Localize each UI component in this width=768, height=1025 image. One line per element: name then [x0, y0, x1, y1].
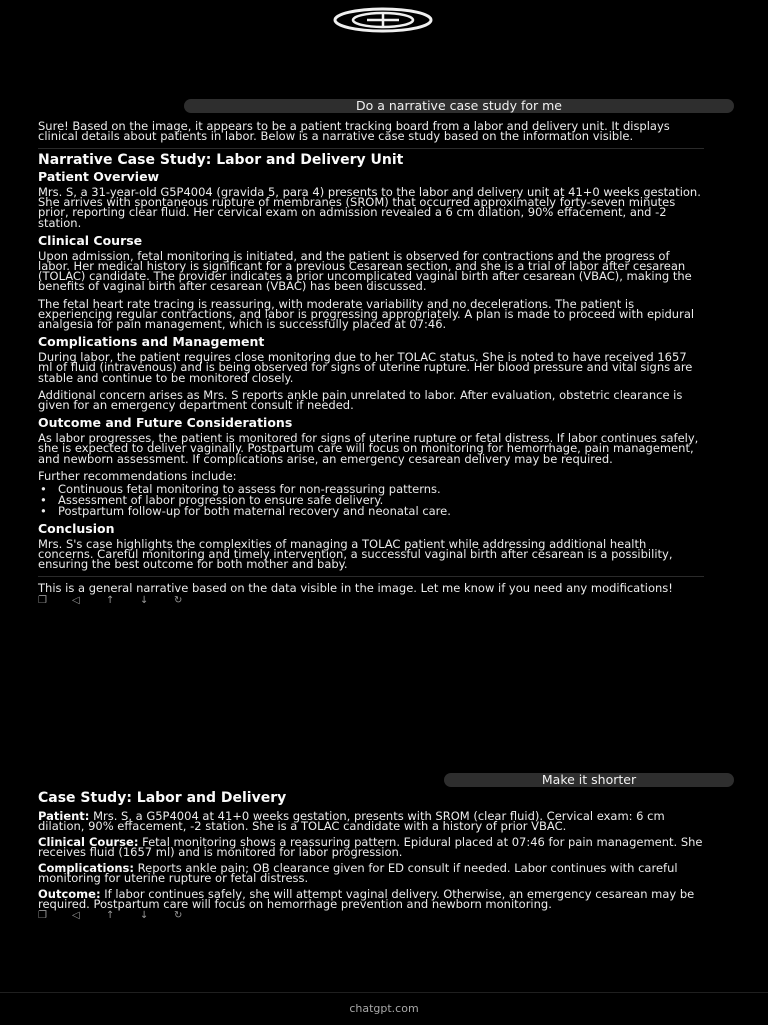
- section-paragraph: The fetal heart rate tracing is reassuring, with moderate variability and no decelerations. The patient is experiencing regular contractions, and labor is progressing appropriately. A plan is made to proceed with epidural analgesia for pain management, which is successfully placed at 07:46.: [38, 296, 695, 331]
- section-text: Mrs. S, a G5P4004 at 41+0 weeks gestation, presents with SROM (clear fluid). Cervical exam: 6 cm dilation, 90% effacement, -2 station. She is a TOLAC candidate with a history of prior VBAC.: [38, 808, 665, 833]
- copy-icon[interactable]: ❐: [38, 595, 47, 607]
- copy-icon[interactable]: ❐: [38, 909, 47, 921]
- section-paragraph: Additional concern arises as Mrs. S reports ankle pain unrelated to labor. After evaluation, obstetric clearance is given for an emergency department consult if needed.: [38, 387, 683, 412]
- section-heading: Conclusion: [38, 520, 115, 536]
- section-text: If labor continues safely, she will attempt vaginal delivery. Otherwise, an emergency cesarean may be required. Postpartum care will focus on hemorrhage prevention and newborn monitoring.: [38, 886, 695, 911]
- section-text: Fetal monitoring shows a reassuring pattern. Epidural placed at 07:46 for pain management. She receives fluid (1657 ml) and is monitored for labor progression.: [38, 834, 703, 859]
- regenerate-icon[interactable]: ↻: [174, 909, 183, 921]
- section-paragraph: Mrs. S's case highlights the complexities of managing a TOLAC patient while addressing additional health concerns. Careful monitoring and timely intervention, a successful vaginal birth after cesarean is a possibility, ensuring the best outcome for both mother and baby.: [38, 536, 673, 571]
- speaker-icon[interactable]: ◁: [72, 595, 80, 607]
- response-closing: This is a general narrative based on the data visible in the image. Let me know if you need any modifications!: [38, 581, 673, 596]
- section-label: Clinical Course:: [38, 834, 139, 849]
- message-actions: [38, 596, 704, 605]
- site-url[interactable]: chatgpt.com: [349, 1002, 419, 1015]
- response-intro: Sure! Based on the image, it appears to be a patient tracking board from a labor and delivery unit. It displays clinical details about patients in labor. Below is a narrative case study based on the information visible.: [38, 119, 670, 144]
- divider: [38, 576, 704, 577]
- list-item: • Assessment of labor progression to ensure safe delivery.: [38, 495, 704, 505]
- assistant-response: [38, 121, 704, 605]
- section-heading: Patient Overview: [38, 168, 160, 184]
- regenerate-icon[interactable]: ↻: [174, 595, 183, 607]
- thumbs-down-icon[interactable]: ↓: [140, 595, 149, 607]
- section-paragraph: As labor progresses, the patient is monitored for signs of uterine rupture or fetal distress. If labor continues safely, she is expected to deliver vaginally. Postpartum care will focus on monitoring for hemorrhage, pain management, and newborn assessment. If complications arise, an emergency cesarean delivery may be required.: [38, 431, 699, 466]
- user-message-text: Make it shorter: [541, 772, 637, 787]
- openai-logo-icon: [333, 6, 433, 34]
- section-paragraph: Upon admission, fetal monitoring is initiated, and the patient is observed for contractions and the progress of labor. Her medical history is significant for a previous Cesarean section, and she is a trial of labor after cesarean (TOLAC) candidate. The provider indicates a prior uncomplicated vaginal birth after cesarean (VBAC), making the benefits of vaginal birth after cesarean (VBAC) has been discussed.: [38, 248, 692, 294]
- user-message-text: Do a narrative case study for me: [356, 98, 562, 113]
- list-intro: Further recommendations include:: [38, 468, 237, 483]
- section-label: Outcome:: [38, 886, 101, 901]
- message-actions: [38, 911, 704, 920]
- list-item: • Postpartum follow-up for both maternal recovery and neonatal care.: [38, 506, 704, 516]
- thumbs-down-icon[interactable]: ↓: [140, 909, 149, 921]
- section-label: Patient:: [38, 808, 90, 823]
- section-paragraph: [38, 834, 704, 859]
- section-text: Reports ankle pain; OB clearance given for ED consult if needed. Labor continues with careful monitoring for uterine rupture or fetal distress.: [38, 860, 678, 885]
- list-item: • Continuous fetal monitoring to assess for non-reassuring patterns.: [38, 484, 704, 494]
- section-paragraph: [38, 886, 704, 911]
- section-paragraph: [38, 808, 704, 833]
- response-title: Narrative Case Study: Labor and Delivery Unit: [38, 152, 404, 169]
- section-label: Complications:: [38, 860, 134, 875]
- section-paragraph: [38, 860, 704, 885]
- response-title: Case Study: Labor and Delivery: [38, 790, 287, 806]
- section-heading: Outcome and Future Considerations: [38, 415, 293, 431]
- user-message-bubble: [184, 99, 734, 113]
- section-paragraph: Mrs. S, a 31-year-old G5P4004 (gravida 5, para 4) presents to the labor and delivery unit at 41+0 weeks gestation. She arrives with spontaneous rupture of membranes (SROM) that occurred approximately forty-seven minutes prior, reporting clear fluid. Her cervical exam on admission revealed a 6 cm dilation, 90% effacement, and -2 station.: [38, 184, 701, 230]
- thumbs-up-icon[interactable]: ↑: [106, 595, 115, 607]
- speaker-icon[interactable]: ◁: [72, 909, 80, 921]
- thumbs-up-icon[interactable]: ↑: [106, 909, 115, 921]
- recommendation-list: [38, 481, 704, 519]
- section-paragraph: During labor, the patient requires close monitoring due to her TOLAC status. She is noted to have received 1657 ml of fluid (intravenous) and is being observed for signs of uterine rupture. Her blood pressure and vital signs are stable and continue to be monitored closely.: [38, 350, 693, 385]
- user-message-bubble: [444, 773, 734, 787]
- section-heading: Clinical Course: [38, 232, 143, 248]
- divider: [38, 148, 704, 149]
- browser-url-bar: [0, 992, 768, 1025]
- assistant-response: [38, 790, 704, 921]
- section-heading: Complications and Management: [38, 334, 265, 350]
